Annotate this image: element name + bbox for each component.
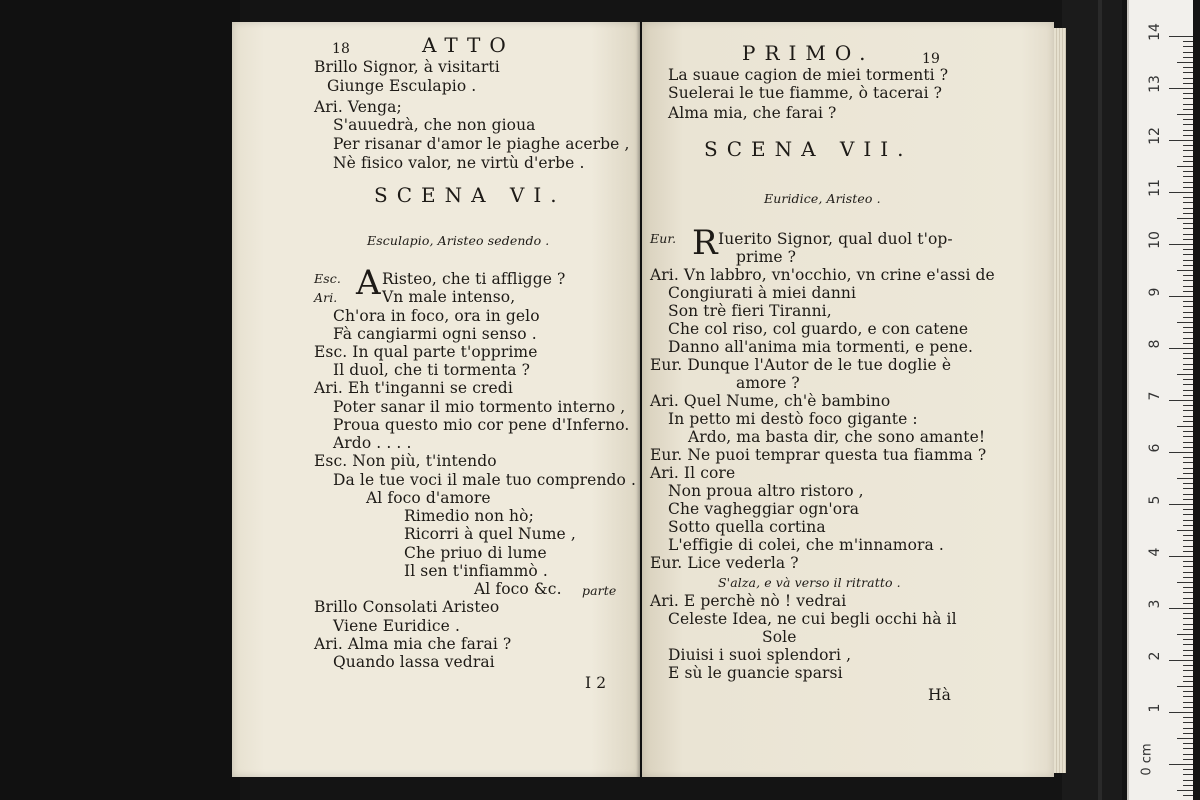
ruler-number: 14 bbox=[1147, 23, 1163, 41]
ruler-tick bbox=[1169, 36, 1193, 37]
scene-heading: SCENA VI. bbox=[374, 183, 566, 207]
text-line: Non proua altro ristoro , bbox=[668, 482, 864, 500]
ruler-tick bbox=[1183, 696, 1193, 697]
text-line: Giunge Esculapio . bbox=[327, 77, 477, 95]
ruler-tick bbox=[1183, 369, 1193, 370]
text-line: Ari. E perchè nò ! vedrai bbox=[650, 592, 847, 610]
ruler-tick bbox=[1183, 676, 1193, 677]
ruler-tick bbox=[1183, 702, 1193, 703]
ruler-tick bbox=[1183, 650, 1193, 651]
ruler-tick bbox=[1183, 46, 1193, 47]
scene-characters: Esculapio, Aristeo sedendo . bbox=[367, 233, 550, 248]
ruler-tick bbox=[1183, 249, 1193, 250]
stage-direction: S'alza, e và verso il ritratto . bbox=[718, 575, 901, 590]
ruler-tick bbox=[1169, 296, 1193, 297]
left-page-number: 18 bbox=[332, 41, 351, 57]
text-line: Che col riso, col guardo, e con catene bbox=[668, 320, 969, 338]
ruler-number: 11 bbox=[1147, 179, 1163, 197]
signature-mark: I 2 bbox=[585, 674, 607, 692]
text-line: Per risanar d'amor le piaghe acerbe , bbox=[333, 135, 630, 153]
ruler-edge bbox=[1127, 0, 1129, 800]
ruler-tick bbox=[1183, 176, 1193, 177]
text-line: Diuisi i suoi splendori , bbox=[668, 646, 852, 664]
background-left bbox=[0, 0, 240, 800]
right-running-title: PRIMO. bbox=[742, 41, 875, 65]
ruler-tick bbox=[1183, 483, 1193, 484]
ruler-tick bbox=[1183, 213, 1193, 214]
ruler-tick bbox=[1177, 62, 1193, 63]
ruler-tick bbox=[1183, 280, 1193, 281]
ruler-tick bbox=[1177, 114, 1193, 115]
background-tray bbox=[1062, 0, 1122, 800]
text-line: Esc. In qual parte t'opprime bbox=[314, 343, 538, 361]
text-line: Eur. Lice vederla ? bbox=[650, 554, 799, 572]
ruler-tick bbox=[1177, 634, 1193, 635]
ruler-tick bbox=[1183, 681, 1193, 682]
text-line: Da le tue voci il male tuo comprendo . bbox=[333, 471, 637, 489]
ruler-tick bbox=[1183, 353, 1193, 354]
ruler-tick bbox=[1183, 774, 1193, 775]
ruler-tick bbox=[1183, 364, 1193, 365]
ruler-tick bbox=[1183, 577, 1193, 578]
text-line: Al foco &c. bbox=[474, 580, 562, 598]
ruler-tick bbox=[1183, 98, 1193, 99]
ruler-number: 12 bbox=[1147, 127, 1163, 145]
ruler-tick bbox=[1183, 795, 1193, 796]
ruler-tick bbox=[1183, 785, 1193, 786]
text-line: L'effigie di colei, che m'innamora . bbox=[668, 536, 944, 554]
text-line: Al foco d'amore bbox=[366, 489, 491, 507]
text-line: Esc. Non più, t'intendo bbox=[314, 452, 497, 470]
stage-direction: parte bbox=[582, 583, 617, 598]
text-line: Viene Euridice . bbox=[333, 617, 460, 635]
text-line: Vn male intenso, bbox=[382, 288, 516, 306]
ruler-number: 6 bbox=[1147, 443, 1163, 453]
ruler-tick bbox=[1169, 400, 1193, 401]
text-line: Ari. Eh t'inganni se credi bbox=[314, 379, 513, 397]
speaker-label: Eur. bbox=[650, 231, 677, 246]
ruler-tick bbox=[1169, 608, 1193, 609]
text-line: Ardo, ma basta dir, che sono amante! bbox=[688, 428, 986, 446]
ruler-tick bbox=[1183, 488, 1193, 489]
ruler-tick bbox=[1183, 410, 1193, 411]
ruler-tick bbox=[1183, 306, 1193, 307]
ruler-tick bbox=[1177, 374, 1193, 375]
ruler-tick bbox=[1183, 525, 1193, 526]
ruler-tick bbox=[1183, 239, 1193, 240]
text-line: Risteo, che ti affligge ? bbox=[382, 270, 566, 288]
ruler-tick bbox=[1183, 182, 1193, 183]
ruler-tick bbox=[1183, 754, 1193, 755]
ruler-tick bbox=[1183, 535, 1193, 536]
text-line: Che priuo di lume bbox=[404, 544, 547, 562]
ruler-tick bbox=[1177, 478, 1193, 479]
ruler-tick bbox=[1183, 520, 1193, 521]
text-line: Brillo Consolati Aristeo bbox=[314, 598, 500, 616]
speaker-label: Esc. bbox=[314, 271, 341, 286]
ruler-tick bbox=[1183, 254, 1193, 255]
ruler-tick bbox=[1183, 124, 1193, 125]
text-line: Rimedio non hò; bbox=[404, 507, 534, 525]
text-line: Eur. Dunque l'Autor de le tue doglie è bbox=[650, 356, 952, 374]
ruler-tick bbox=[1169, 348, 1193, 349]
text-line: amore ? bbox=[736, 374, 800, 392]
ruler-tick bbox=[1183, 197, 1193, 198]
ruler-tick bbox=[1183, 332, 1193, 333]
ruler-tick bbox=[1177, 686, 1193, 687]
ruler-tick bbox=[1169, 140, 1193, 141]
ruler-tick bbox=[1183, 499, 1193, 500]
ruler-tick bbox=[1183, 644, 1193, 645]
ruler-tick bbox=[1183, 130, 1193, 131]
ruler-tick bbox=[1183, 78, 1193, 79]
ruler-tick bbox=[1169, 88, 1193, 89]
ruler-tick bbox=[1183, 494, 1193, 495]
text-line: Quando lassa vedrai bbox=[333, 653, 495, 671]
ruler-tick bbox=[1183, 551, 1193, 552]
ruler-tick bbox=[1183, 468, 1193, 469]
ruler-number: 5 bbox=[1147, 495, 1163, 505]
text-line: Ardo . . . . bbox=[333, 434, 412, 452]
ruler-tick bbox=[1183, 384, 1193, 385]
ruler-tick bbox=[1183, 104, 1193, 105]
ruler-tick bbox=[1183, 67, 1193, 68]
right-page-number: 19 bbox=[922, 51, 941, 67]
text-line: Nè fisico valor, ne virtù d'erbe . bbox=[333, 154, 585, 172]
text-line: Eur. Ne puoi temprar questa tua fiamma ? bbox=[650, 446, 987, 464]
ruler-tick bbox=[1183, 228, 1193, 229]
ruler-number: 1 bbox=[1147, 703, 1163, 713]
ruler-tick bbox=[1169, 660, 1193, 661]
ruler-tick bbox=[1183, 514, 1193, 515]
ruler-tick bbox=[1183, 156, 1193, 157]
ruler-tick bbox=[1183, 665, 1193, 666]
ruler-tick bbox=[1183, 119, 1193, 120]
text-line: Ari. Il core bbox=[650, 464, 736, 482]
ruler-number: 3 bbox=[1147, 599, 1163, 609]
ruler-tick bbox=[1183, 150, 1193, 151]
ruler-tick bbox=[1169, 764, 1193, 765]
ruler-tick bbox=[1183, 223, 1193, 224]
text-line: Sotto quella cortina bbox=[668, 518, 826, 536]
ruler-tick bbox=[1183, 390, 1193, 391]
ruler-tick bbox=[1183, 603, 1193, 604]
text-line: Ari. Vn labbro, vn'occhio, vn crine e'assi de bbox=[650, 266, 995, 284]
text-line: Ricorri à quel Nume , bbox=[404, 525, 576, 543]
left-running-title: ATTO bbox=[422, 33, 515, 57]
ruler-tick bbox=[1183, 358, 1193, 359]
ruler-tick bbox=[1183, 743, 1193, 744]
ruler-tick bbox=[1183, 748, 1193, 749]
ruler-tick bbox=[1169, 712, 1193, 713]
ruler-tick bbox=[1183, 780, 1193, 781]
page-edges bbox=[1054, 28, 1066, 773]
text-line: Che vagheggiar ogn'ora bbox=[668, 500, 860, 518]
text-line: S'auuedrà, che non gioua bbox=[333, 116, 536, 134]
ruler-tick bbox=[1177, 270, 1193, 271]
text-line: prime ? bbox=[736, 248, 797, 266]
text-line: La suaue cagion de miei tormenti ? bbox=[668, 66, 949, 84]
ruler-tick bbox=[1177, 166, 1193, 167]
speaker-label: Ari. bbox=[314, 290, 338, 305]
ruler-tick bbox=[1183, 109, 1193, 110]
ruler-tick bbox=[1183, 717, 1193, 718]
ruler-tick bbox=[1169, 244, 1193, 245]
ruler-number: 13 bbox=[1147, 75, 1163, 93]
ruler-tick bbox=[1169, 452, 1193, 453]
ruler-tick bbox=[1183, 759, 1193, 760]
drop-cap: R bbox=[692, 223, 718, 263]
ruler-tick bbox=[1183, 416, 1193, 417]
ruler-tick bbox=[1183, 234, 1193, 235]
ruler-tick bbox=[1183, 613, 1193, 614]
ruler-number: 8 bbox=[1147, 339, 1163, 349]
ruler-tick bbox=[1183, 722, 1193, 723]
ruler-tick bbox=[1183, 187, 1193, 188]
ruler-tick bbox=[1169, 556, 1193, 557]
ruler-tick bbox=[1183, 379, 1193, 380]
ruler-number: 10 bbox=[1147, 231, 1163, 249]
text-line: Congiurati à miei danni bbox=[668, 284, 857, 302]
text-line: Poter sanar il mio tormento interno , bbox=[333, 398, 626, 416]
ruler-tick bbox=[1183, 733, 1193, 734]
ruler-tick bbox=[1183, 592, 1193, 593]
text-line: Ari. Venga; bbox=[314, 98, 402, 116]
ruler-tick bbox=[1177, 790, 1193, 791]
ruler-tick bbox=[1183, 161, 1193, 162]
ruler-tick bbox=[1183, 57, 1193, 58]
ruler-tick bbox=[1183, 312, 1193, 313]
text-line: Alma mia, che farai ? bbox=[668, 104, 837, 122]
tray-edge bbox=[1098, 0, 1102, 800]
text-line: Suelerai le tue fiamme, ò tacerai ? bbox=[668, 84, 943, 102]
ruler-tick bbox=[1183, 473, 1193, 474]
ruler-tick bbox=[1183, 546, 1193, 547]
ruler-tick bbox=[1183, 670, 1193, 671]
ruler-tick bbox=[1183, 93, 1193, 94]
ruler-tick bbox=[1183, 572, 1193, 573]
ruler-tick bbox=[1183, 447, 1193, 448]
ruler-tick bbox=[1183, 52, 1193, 53]
text-line: Ari. Quel Nume, ch'è bambino bbox=[650, 392, 891, 410]
ruler-tick bbox=[1169, 192, 1193, 193]
ruler-tick bbox=[1183, 655, 1193, 656]
text-line: Iuerito Signor, qual duol t'op- bbox=[718, 230, 953, 248]
ruler-tick bbox=[1183, 457, 1193, 458]
text-line: Celeste Idea, ne cui begli occhi hà il bbox=[668, 610, 957, 628]
text-line: Fà cangiarmi ogni senso . bbox=[333, 325, 537, 343]
scale-ruler bbox=[1127, 0, 1193, 800]
scene-heading: SCENA VII. bbox=[704, 137, 913, 161]
text-line: Il sen t'infiammò . bbox=[404, 562, 548, 580]
ruler-tick bbox=[1183, 275, 1193, 276]
ruler-tick bbox=[1183, 286, 1193, 287]
ruler-tick bbox=[1183, 171, 1193, 172]
ruler-tick bbox=[1177, 530, 1193, 531]
text-line: Son trè fieri Tiranni, bbox=[668, 302, 832, 320]
ruler-tick bbox=[1183, 587, 1193, 588]
ruler-tick bbox=[1183, 260, 1193, 261]
ruler-tick bbox=[1183, 728, 1193, 729]
ruler-tick bbox=[1183, 691, 1193, 692]
ruler-tick bbox=[1183, 421, 1193, 422]
ruler-tick bbox=[1183, 135, 1193, 136]
ruler-tick bbox=[1177, 218, 1193, 219]
ruler-tick bbox=[1183, 41, 1193, 42]
text-line: Danno all'anima mia tormenti, e pene. bbox=[668, 338, 974, 356]
text-line: Ari. Alma mia che farai ? bbox=[314, 635, 512, 653]
text-line: Brillo Signor, à visitarti bbox=[314, 58, 500, 76]
ruler-tick bbox=[1183, 442, 1193, 443]
ruler-tick bbox=[1183, 291, 1193, 292]
text-line: Il duol, che ti tormenta ? bbox=[333, 361, 531, 379]
ruler-tick bbox=[1169, 504, 1193, 505]
ruler-tick bbox=[1177, 582, 1193, 583]
drop-cap: A bbox=[356, 263, 381, 303]
ruler-tick bbox=[1183, 405, 1193, 406]
text-line: Ch'ora in foco, ora in gelo bbox=[333, 307, 540, 325]
ruler-tick bbox=[1183, 509, 1193, 510]
ruler-tick bbox=[1183, 618, 1193, 619]
text-line: E sù le guancie sparsi bbox=[668, 664, 843, 682]
ruler-tick bbox=[1183, 83, 1193, 84]
ruler-tick bbox=[1183, 338, 1193, 339]
scene-characters: Euridice, Aristeo . bbox=[764, 191, 881, 206]
ruler-tick bbox=[1183, 436, 1193, 437]
ruler-number: 4 bbox=[1147, 547, 1163, 557]
text-line: In petto mi destò foco gigante : bbox=[668, 410, 918, 428]
ruler-tick bbox=[1183, 202, 1193, 203]
ruler-tick bbox=[1183, 769, 1193, 770]
ruler-tick bbox=[1183, 566, 1193, 567]
ruler-tick bbox=[1183, 598, 1193, 599]
ruler-number: 7 bbox=[1147, 391, 1163, 401]
ruler-tick bbox=[1183, 395, 1193, 396]
text-line: Sole bbox=[762, 628, 797, 646]
ruler-tick bbox=[1183, 317, 1193, 318]
ruler-tick bbox=[1177, 322, 1193, 323]
ruler-tick bbox=[1177, 738, 1193, 739]
ruler-tick bbox=[1183, 265, 1193, 266]
ruler-tick bbox=[1183, 431, 1193, 432]
left-page bbox=[232, 22, 640, 777]
ruler-tick bbox=[1183, 208, 1193, 209]
ruler-tick bbox=[1183, 72, 1193, 73]
ruler-tick bbox=[1183, 145, 1193, 146]
ruler-tick bbox=[1183, 629, 1193, 630]
ruler-tick bbox=[1183, 327, 1193, 328]
text-line: Proua questo mio cor pene d'Inferno. bbox=[333, 416, 630, 434]
ruler-tick bbox=[1183, 561, 1193, 562]
ruler-tick bbox=[1183, 301, 1193, 302]
open-book bbox=[232, 22, 1064, 777]
catchword: Hà bbox=[928, 686, 951, 704]
ruler-tick bbox=[1183, 343, 1193, 344]
ruler-tick bbox=[1183, 639, 1193, 640]
ruler-unit-label: 0 cm bbox=[1139, 743, 1155, 776]
right-page bbox=[642, 22, 1054, 777]
ruler-tick bbox=[1183, 624, 1193, 625]
ruler-tick bbox=[1183, 707, 1193, 708]
ruler-tick bbox=[1177, 426, 1193, 427]
ruler-number: 9 bbox=[1147, 287, 1163, 297]
ruler-tick bbox=[1183, 462, 1193, 463]
ruler-number: 2 bbox=[1147, 651, 1163, 661]
ruler-tick bbox=[1183, 540, 1193, 541]
